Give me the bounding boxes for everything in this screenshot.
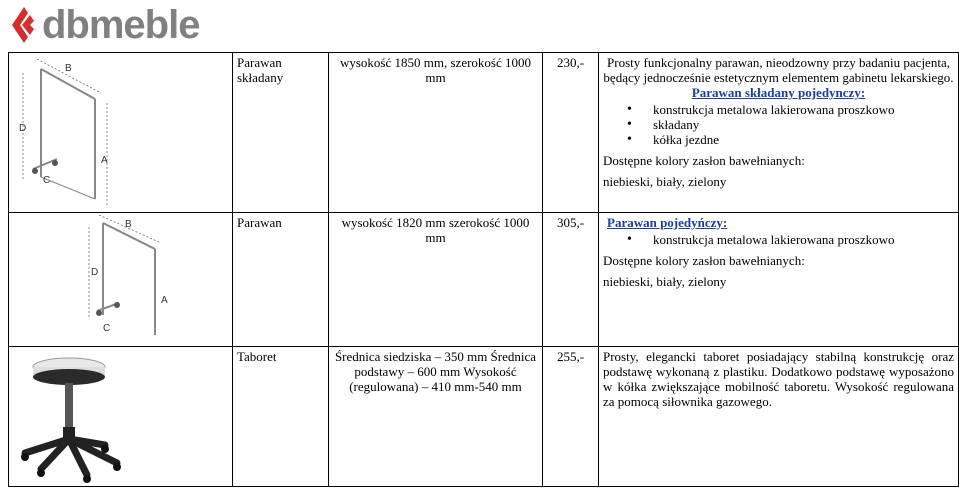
product-name: Taboret	[233, 347, 329, 487]
screen-diagram	[85, 215, 175, 343]
product-description	[599, 53, 959, 213]
product-price: 305,-	[543, 213, 599, 347]
label-b: B	[125, 219, 132, 230]
label-d: D	[91, 267, 99, 278]
product-dimensions: wysokość 1820 mm szerokość 1000 mm	[329, 213, 543, 347]
feature-list	[603, 232, 954, 247]
product-name: Parawan składany	[233, 53, 329, 213]
colors-label: Dostępne kolory zasłon bawełnianych:	[603, 153, 805, 168]
colors-value: niebieski, biały, zielony	[603, 274, 727, 289]
list-item: • kółka jezdne	[653, 132, 954, 147]
stool-image	[17, 353, 127, 483]
product-dimensions: wysokość 1850 mm, szerokość 1000 mm	[329, 53, 543, 213]
logo-mark-icon	[8, 5, 38, 45]
table-row	[9, 213, 959, 347]
label-a: A	[161, 295, 168, 306]
brand-name: dbmeble	[42, 3, 200, 47]
list-item: • konstrukcja metalowa lakierowana proszkowo	[653, 232, 954, 247]
label-a: A	[101, 155, 108, 166]
product-price: 255,-	[543, 347, 599, 487]
product-image-cell	[9, 347, 233, 487]
brand-logo	[8, 4, 199, 46]
folding-screen-diagram	[17, 59, 117, 209]
intro-text: Prosty funkcjonalny parawan, nieodzowny przy badaniu pacjenta, będący jednocześnie estetycznym elementem gabinetu lekarskiego.	[603, 55, 954, 85]
product-description: Prosty, elegancki taboret posiadający stabilną konstrukcję oraz podstawę wykonaną z plastiku. Dodatkowo podstawę wyposażono w kółka zwiększające mobilność taboretu. Wysokość regulowana za pomocą siłownika gazowego.	[599, 347, 959, 487]
table-row	[9, 53, 959, 213]
list-item: • konstrukcja metalowa lakierowana proszkowo	[653, 102, 954, 117]
colors-value: niebieski, biały, zielony	[603, 174, 727, 189]
label-b: B	[65, 63, 72, 74]
variant-heading: Parawan pojedyńczy:	[607, 215, 728, 230]
label-d: D	[19, 123, 27, 134]
feature-list	[603, 102, 954, 147]
product-image-cell	[9, 53, 233, 213]
product-image-cell	[9, 213, 233, 347]
product-dimensions: Średnica siedziska – 350 mm Średnica podstawy – 600 mm Wysokość (regulowana) – 410 mm-540 mm	[329, 347, 543, 487]
list-item: • składany	[653, 117, 954, 132]
label-c: C	[43, 175, 51, 186]
variant-heading: Parawan składany pojedynczy:	[691, 85, 866, 100]
product-description	[599, 213, 959, 347]
product-price: 230,-	[543, 53, 599, 213]
table-row	[9, 347, 959, 487]
colors-label: Dostępne kolory zasłon bawełnianych:	[603, 253, 805, 268]
label-c: C	[103, 323, 111, 334]
product-table	[8, 52, 959, 487]
product-name: Parawan	[233, 213, 329, 347]
